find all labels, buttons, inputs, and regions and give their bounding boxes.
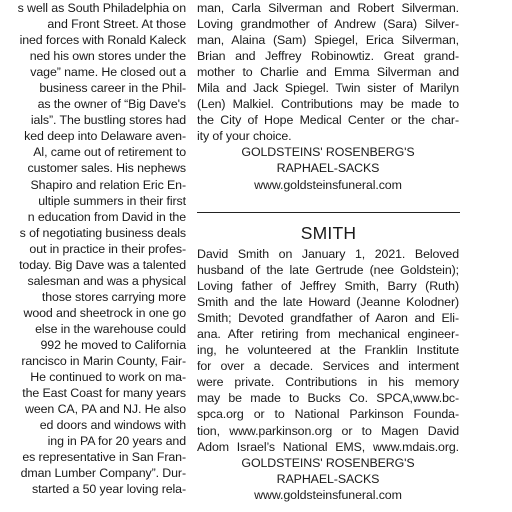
left-line: n education from David in the xyxy=(27,209,186,224)
obituary-line: husband of the late Gertrude (nee Goldstein); xyxy=(197,263,459,278)
obituary-line: Loving father of Jeffrey Smith, Barry (Ruth) xyxy=(197,279,459,294)
left-line: ing in PA for 20 years and xyxy=(47,434,186,449)
funeral-home-name: RAPHAEL-SACKS xyxy=(276,471,380,486)
left-line: customer sales. His nephews xyxy=(27,161,186,176)
obituary-line: for over a decade. Services and interment xyxy=(197,359,459,374)
smith-obituary xyxy=(197,246,459,503)
funeral-home-name: GOLDSTEINS' ROSENBERG'S xyxy=(241,455,415,470)
obituary-line: may be made to Bucks Co. SPCA,www.bc- xyxy=(197,391,459,406)
funeral-home-website: www.goldsteinsfuneral.com xyxy=(254,177,402,192)
left-line: es representative in San Fran- xyxy=(22,450,186,465)
funeral-home-name: GOLDSTEINS' ROSENBERG'S xyxy=(241,145,415,160)
obituary-line: Smith and the late Howard (Jeanne Kolodner) xyxy=(197,295,459,310)
left-line: out in practice in their profes- xyxy=(29,241,186,256)
obituary-line: Brian and Jeffrey Robinowtiz. Great grand- xyxy=(197,49,459,64)
obituary-line: Mila and Jack Spiegel. Twin sister of Marilyn xyxy=(197,81,459,96)
obituary-headline: SMITH xyxy=(300,223,357,243)
left-line: ultiple summers in their first xyxy=(38,193,186,208)
left-line: s well as South Philadelphia on xyxy=(17,1,186,15)
left-line: dman Lumber Company”. Dur- xyxy=(20,466,186,481)
obituary-line: Adom Israel’s National EMS, www.mdais.org. xyxy=(197,439,459,454)
left-line: ined forces with Ronald Kaleck xyxy=(19,33,186,48)
section-divider xyxy=(197,212,460,213)
left-line: vage” name. He closed out a xyxy=(30,65,186,80)
left-line: wood and sheetrock in one go xyxy=(23,305,186,320)
obituary-line: man, Carla Silverman and Robert Silverman. xyxy=(197,1,459,15)
left-line: and Front Street. At those xyxy=(47,17,186,32)
funeral-home-website: www.goldsteinsfuneral.com xyxy=(254,487,402,502)
left-line: those stores carrying more xyxy=(41,289,186,304)
left-line: He continued to work on ma- xyxy=(30,370,186,385)
left-line: the East Coast for many years xyxy=(22,386,186,401)
left-line: as the owner of “Big Dave's xyxy=(37,97,186,112)
obituary-line: Smith; Devoted grandfather of Aaron and Eli- xyxy=(197,311,459,326)
obituary-line: the City of Hope Medical Center or the char- xyxy=(197,113,459,128)
funeral-home-name: RAPHAEL-SACKS xyxy=(276,161,380,176)
obituary-line: ing, he volunteered at the Franklin Institute xyxy=(197,343,459,358)
left-line: business career in the Phil- xyxy=(39,81,186,96)
obituary-line: were private. Contributions in his memory xyxy=(197,375,459,390)
left-line: ked deep into Delaware aven- xyxy=(24,129,186,144)
left-line: ials”. The bustling stores had xyxy=(30,113,186,128)
left-line: salesman and was a physical xyxy=(27,273,186,288)
left-line: ned his own stores under the xyxy=(29,49,186,64)
obituary-line: David Smith on January 1, 2021. Beloved xyxy=(197,247,459,261)
left-line: today. Big Dave was a talented xyxy=(19,257,186,272)
obituary-line: ity of your choice. xyxy=(197,129,292,144)
left-line: Al, came out of retirement to xyxy=(33,145,186,160)
left-line: else in the warehouse could xyxy=(35,321,186,336)
left-line: started a 50 year loving rela- xyxy=(31,482,186,497)
obituary-line: tion, www.parkinson.org or to Magen David xyxy=(197,423,459,438)
obituary-line: Loving grandmother of Andrew (Sara) Silver- xyxy=(197,17,459,32)
left-line: rancisco in Marin County, Fair- xyxy=(21,354,186,369)
left-line: Shapiro and relation Eric En- xyxy=(30,177,186,192)
left-line: 992 he moved to California xyxy=(40,337,186,352)
obituary-line: ana. After retiring from mechanical engineer- xyxy=(197,327,459,342)
left-line: ed doors and windows with xyxy=(39,418,186,433)
obituary-line: mother to Charlie and Emma Silverman and xyxy=(197,65,459,80)
left-line: s of negotiating business deals xyxy=(19,225,186,240)
obituary-line: (Len) Malkiel. Contributions may be made to xyxy=(197,97,459,112)
previous-obituary xyxy=(197,0,459,193)
obituary-line: man, Alaina (Sam) Spiegel, Erica Silverman, xyxy=(197,33,459,48)
obituary-line: spca.org or to National Parkinson Founda- xyxy=(197,407,459,422)
left-line: ween CA, PA and NJ. He also xyxy=(25,402,186,417)
left-column-text xyxy=(18,0,186,497)
